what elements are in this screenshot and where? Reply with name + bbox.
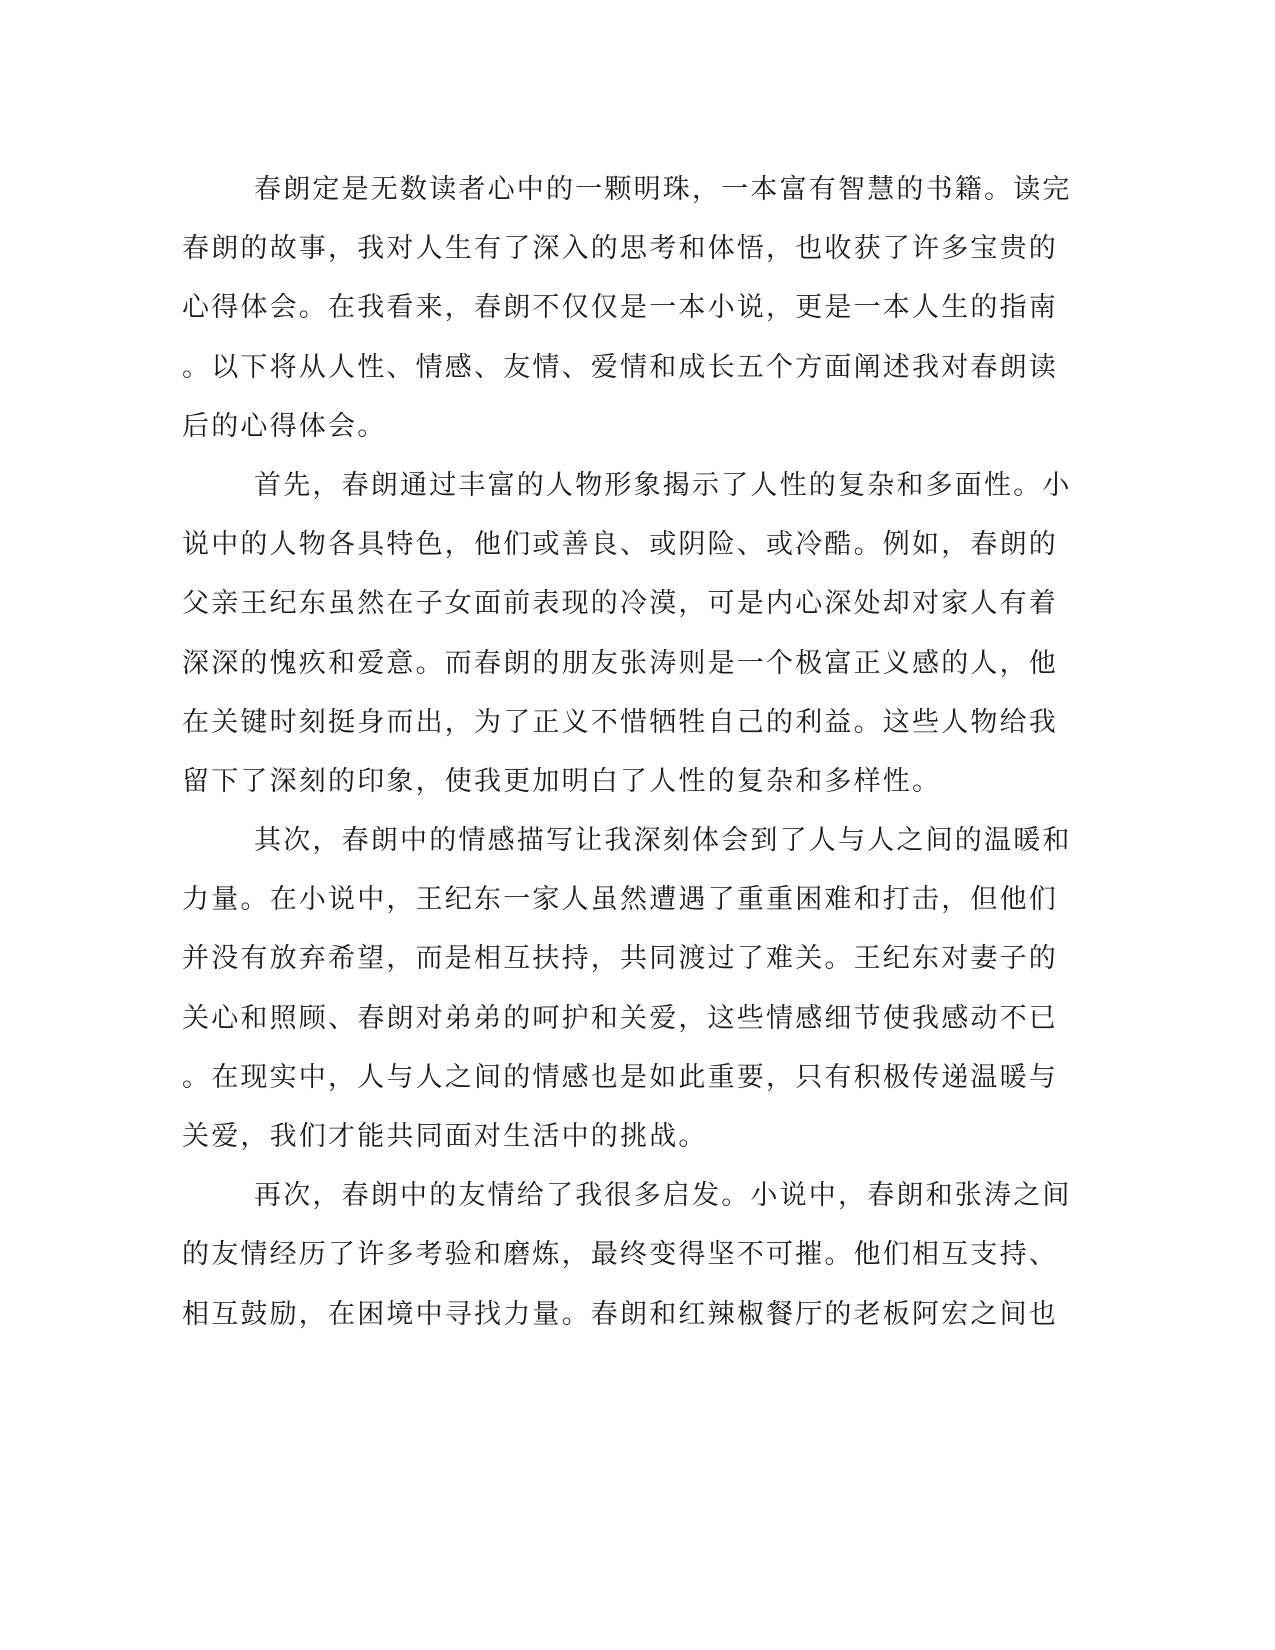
text-line: 其次，春朗中的情感描写让我深刻体会到了人与人之间的温暖和 — [254, 825, 1072, 857]
text-line: 父亲王纪东虽然在子女面前表现的冷漠，可是内心深处却对家人有着 — [182, 588, 1058, 620]
paragraph-intro — [182, 160, 1072, 456]
text-line: 关心和照顾、春朗对弟弟的呵护和关爱，这些情感细节使我感动不已 — [182, 1002, 1058, 1034]
text-line: 的友情经历了许多考验和磨炼，最终变得坚不可摧。他们相互支持、 — [182, 1239, 1058, 1271]
text-line: 深深的愧疚和爱意。而春朗的朋友张涛则是一个极富正义感的人，他 — [182, 647, 1058, 679]
document-body — [182, 160, 1072, 1344]
text-line: 再次，春朗中的友情给了我很多启发。小说中，春朗和张涛之间 — [254, 1180, 1072, 1212]
text-line: 后的心得体会。 — [182, 410, 387, 442]
text-line: 留下了深刻的印象，使我更加明白了人性的复杂和多样性。 — [182, 765, 942, 797]
text-line: 首先，春朗通过丰富的人物形象揭示了人性的复杂和多面性。小 — [254, 469, 1072, 501]
text-line: 春朗定是无数读者心中的一颗明珠，一本富有智慧的书籍。读完 — [254, 174, 1072, 205]
text-line: 。在现实中，人与人之间的情感也是如此重要，只有积极传递温暖与 — [182, 1061, 1058, 1093]
text-line: 。以下将从人性、情感、友情、爱情和成长五个方面阐述我对春朗读 — [182, 351, 1058, 383]
paragraph-emotion — [182, 811, 1072, 1166]
text-line: 相互鼓励，在困境中寻找力量。春朗和红辣椒餐厅的老板阿宏之间也 — [182, 1298, 1058, 1330]
paragraph-friendship — [182, 1166, 1072, 1344]
paragraph-humanity — [182, 456, 1072, 811]
text-line: 春朗的故事，我对人生有了深入的思考和体悟，也收获了许多宝贵的 — [182, 233, 1058, 265]
text-line: 关爱，我们才能共同面对生活中的挑战。 — [182, 1121, 708, 1152]
text-line: 说中的人物各具特色，他们或善良、或阴险、或冷酷。例如，春朗的 — [182, 529, 1058, 561]
text-line: 在关键时刻挺身而出，为了正义不惜牺牲自己的利益。这些人物给我 — [182, 706, 1058, 738]
text-line: 并没有放弃希望，而是相互扶持，共同渡过了难关。王纪东对妻子的 — [182, 943, 1058, 975]
text-line: 心得体会。在我看来，春朗不仅仅是一本小说，更是一本人生的指南 — [182, 292, 1058, 324]
text-line: 力量。在小说中，王纪东一家人虽然遭遇了重重困难和打击，但他们 — [182, 884, 1058, 916]
